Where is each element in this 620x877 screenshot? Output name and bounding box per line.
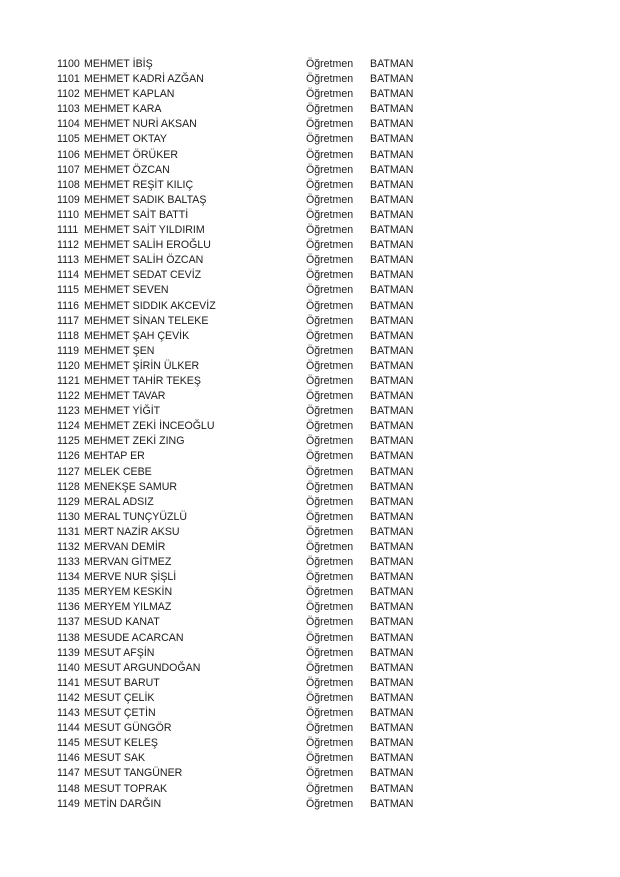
person-name: MEHMET ŞEN (84, 344, 155, 357)
city-name: BATMAN (370, 782, 414, 795)
role-title: Öğretmen (306, 224, 354, 237)
row-number: 1102 (57, 88, 80, 101)
list-item (0, 132, 620, 147)
row-number: 1105 (57, 133, 80, 146)
person-name: MERYEM KESKİN (84, 586, 173, 599)
city-name: BATMAN (370, 359, 414, 372)
city-name: BATMAN (370, 797, 414, 810)
role-title: Öğretmen (306, 661, 354, 674)
list-item (0, 797, 620, 812)
list-item (0, 314, 620, 329)
person-name: MEHMET TAVAR (84, 390, 166, 403)
city-name: BATMAN (370, 148, 414, 161)
role-title: Öğretmen (306, 148, 354, 161)
row-number: 1128 (57, 480, 80, 493)
person-name: MESUDE ACARCAN (84, 631, 184, 644)
role-title: Öğretmen (306, 239, 354, 252)
person-name: MELEK CEBE (84, 465, 152, 478)
city-name: BATMAN (370, 133, 414, 146)
city-name: BATMAN (370, 495, 414, 508)
role-title: Öğretmen (306, 329, 354, 342)
list-item (0, 631, 620, 646)
person-name: MERVAN GİTMEZ (84, 556, 172, 569)
city-name: BATMAN (370, 88, 414, 101)
person-name: MERAL ADSIZ (84, 495, 154, 508)
role-title: Öğretmen (306, 359, 354, 372)
city-name: BATMAN (370, 450, 414, 463)
list-item (0, 736, 620, 751)
city-name: BATMAN (370, 405, 414, 418)
person-name: MESUT SAK (84, 752, 146, 765)
list-item (0, 102, 620, 117)
role-title: Öğretmen (306, 374, 354, 387)
person-name: MERAL TUNÇYÜZLÜ (84, 510, 188, 523)
row-number: 1131 (57, 525, 80, 538)
row-number: 1130 (57, 510, 80, 523)
role-title: Öğretmen (306, 88, 354, 101)
person-name: MEHMET OKTAY (84, 133, 167, 146)
row-number: 1135 (57, 586, 80, 599)
city-name: BATMAN (370, 299, 414, 312)
list-item (0, 193, 620, 208)
list-item (0, 510, 620, 525)
person-name: METİN DARĞIN (84, 797, 162, 810)
role-title: Öğretmen (306, 797, 354, 810)
role-title: Öğretmen (306, 525, 354, 538)
list-item (0, 646, 620, 661)
role-title: Öğretmen (306, 465, 354, 478)
city-name: BATMAN (370, 344, 414, 357)
person-name: MEHMET ÖZCAN (84, 163, 170, 176)
role-title: Öğretmen (306, 133, 354, 146)
list-item (0, 374, 620, 389)
role-title: Öğretmen (306, 676, 354, 689)
row-number: 1133 (57, 556, 80, 569)
role-title: Öğretmen (306, 118, 354, 131)
role-title: Öğretmen (306, 284, 354, 297)
role-title: Öğretmen (306, 178, 354, 191)
role-title: Öğretmen (306, 616, 354, 629)
person-name: MEHMET REŞİT KILIÇ (84, 178, 194, 191)
city-name: BATMAN (370, 631, 414, 644)
city-name: BATMAN (370, 707, 414, 720)
list-item (0, 72, 620, 87)
person-name: MEHMET İBİŞ (84, 58, 153, 70)
list-item (0, 344, 620, 359)
person-name: MESUD KANAT (84, 616, 160, 629)
row-number: 1146 (57, 752, 80, 765)
list-item (0, 419, 620, 434)
city-name: BATMAN (370, 646, 414, 659)
row-number: 1113 (57, 254, 79, 267)
row-number: 1116 (57, 299, 79, 312)
person-name: MEHTAP ER (84, 450, 145, 463)
city-name: BATMAN (370, 420, 414, 433)
row-number: 1144 (57, 722, 80, 735)
row-number: 1121 (57, 374, 80, 387)
row-number: 1138 (57, 631, 80, 644)
person-name: MERT NAZİR AKSU (84, 525, 180, 538)
city-name: BATMAN (370, 73, 414, 86)
list-item (0, 359, 620, 374)
row-number: 1107 (57, 163, 80, 176)
person-name: MESUT ÇELİK (84, 691, 155, 704)
list-item (0, 751, 620, 766)
person-name: MESUT KELEŞ (84, 737, 158, 750)
role-title: Öğretmen (306, 420, 354, 433)
person-name: MEHMET ZEKİ ZING (84, 435, 185, 448)
row-number: 1147 (57, 767, 80, 780)
role-title: Öğretmen (306, 314, 354, 327)
role-title: Öğretmen (306, 510, 354, 523)
row-number: 1119 (57, 344, 79, 357)
list-item (0, 585, 620, 600)
row-number: 1149 (57, 797, 80, 810)
list-item (0, 615, 620, 630)
list-item (0, 600, 620, 615)
city-name: BATMAN (370, 722, 414, 735)
row-number: 1108 (57, 178, 80, 191)
city-name: BATMAN (370, 269, 414, 282)
city-name: BATMAN (370, 193, 414, 206)
role-title: Öğretmen (306, 601, 354, 614)
row-number: 1109 (57, 193, 80, 206)
city-name: BATMAN (370, 676, 414, 689)
city-name: BATMAN (370, 254, 414, 267)
row-number: 1129 (57, 495, 80, 508)
list-item (0, 268, 620, 283)
list-item (0, 676, 620, 691)
role-title: Öğretmen (306, 691, 354, 704)
row-number: 1104 (57, 118, 80, 131)
city-name: BATMAN (370, 284, 414, 297)
person-name: MERYEM YILMAZ (84, 601, 172, 614)
role-title: Öğretmen (306, 495, 354, 508)
list-item (0, 661, 620, 676)
city-name: BATMAN (370, 480, 414, 493)
list-item (0, 480, 620, 495)
city-name: BATMAN (370, 737, 414, 750)
person-name: MESUT BARUT (84, 676, 160, 689)
city-name: BATMAN (370, 541, 414, 553)
row-number: 1101 (57, 73, 80, 86)
person-name: MEHMET KADRİ AZĞAN (84, 73, 204, 86)
person-name: MEHMET ÖRÜKER (84, 148, 178, 161)
city-name: BATMAN (370, 767, 414, 780)
row-number: 1106 (57, 148, 80, 161)
list-item (0, 329, 620, 344)
person-name: MEHMET ZEKİ İNCEOĞLU (84, 420, 215, 433)
city-name: BATMAN (370, 586, 414, 599)
row-number: 1114 (57, 269, 79, 282)
role-title: Öğretmen (306, 767, 354, 780)
city-name: BATMAN (370, 103, 414, 116)
row-number: 1145 (57, 737, 80, 750)
list-item (0, 148, 620, 163)
row-number: 1123 (57, 405, 80, 418)
role-title: Öğretmen (306, 269, 354, 282)
list-item (0, 178, 620, 193)
city-name: BATMAN (370, 58, 414, 70)
role-title: Öğretmen (306, 163, 354, 176)
row-number: 1103 (57, 103, 80, 116)
list-item (0, 465, 620, 480)
role-title: Öğretmen (306, 299, 354, 312)
list-item (0, 691, 620, 706)
role-title: Öğretmen (306, 737, 354, 750)
role-title: Öğretmen (306, 631, 354, 644)
role-title: Öğretmen (306, 193, 354, 206)
person-name: MEHMET SAİT BATTİ (84, 208, 189, 221)
person-name: MEHMET KARA (84, 103, 162, 116)
row-number: 1143 (57, 707, 80, 720)
row-number: 1132 (57, 541, 80, 553)
list-item (0, 540, 620, 555)
role-title: Öğretmen (306, 782, 354, 795)
city-name: BATMAN (370, 239, 414, 252)
list-item (0, 706, 620, 721)
row-number: 1140 (57, 661, 80, 674)
city-name: BATMAN (370, 390, 414, 403)
list-item (0, 208, 620, 223)
row-number: 1142 (57, 691, 80, 704)
city-name: BATMAN (370, 329, 414, 342)
city-name: BATMAN (370, 661, 414, 674)
city-name: BATMAN (370, 314, 414, 327)
role-title: Öğretmen (306, 541, 354, 553)
row-number: 1136 (57, 601, 80, 614)
list-item (0, 434, 620, 449)
row-number: 1127 (57, 465, 80, 478)
role-title: Öğretmen (306, 254, 354, 267)
person-name: MEHMET SADIK BALTAŞ (84, 193, 207, 206)
role-title: Öğretmen (306, 556, 354, 569)
city-name: BATMAN (370, 571, 414, 584)
list-item (0, 57, 620, 72)
role-title: Öğretmen (306, 752, 354, 765)
list-item (0, 782, 620, 797)
list-item (0, 163, 620, 178)
row-number: 1122 (57, 390, 80, 403)
person-name: MESUT ÇETİN (84, 707, 156, 720)
role-title: Öğretmen (306, 435, 354, 448)
row-number: 1100 (57, 58, 80, 70)
list-item (0, 253, 620, 268)
row-number: 1111 (57, 224, 79, 237)
list-item (0, 570, 620, 585)
list-item (0, 766, 620, 781)
city-name: BATMAN (370, 525, 414, 538)
city-name: BATMAN (370, 556, 414, 569)
row-number: 1110 (57, 208, 79, 221)
list-item (0, 721, 620, 736)
person-name: MESUT GÜNGÖR (84, 722, 172, 735)
person-name: MEHMET NURİ AKSAN (84, 118, 197, 131)
person-name: MEHMET SAİT YILDIRIM (84, 224, 205, 237)
role-title: Öğretmen (306, 390, 354, 403)
role-title: Öğretmen (306, 103, 354, 116)
city-name: BATMAN (370, 178, 414, 191)
city-name: BATMAN (370, 435, 414, 448)
city-name: BATMAN (370, 208, 414, 221)
person-name: MEHMET SİNAN TELEKE (84, 314, 209, 327)
person-name: MESUT ARGUNDOĞAN (84, 661, 201, 674)
list-item (0, 87, 620, 102)
person-name: MEHMET KAPLAN (84, 88, 175, 101)
person-name: MESUT TANGÜNER (84, 767, 183, 780)
person-name: MENEKŞE SAMUR (84, 480, 178, 493)
role-title: Öğretmen (306, 480, 354, 493)
teacher-list (0, 57, 620, 812)
person-name: MEHMET SEDAT CEVİZ (84, 269, 202, 282)
list-item (0, 449, 620, 464)
list-item (0, 555, 620, 570)
role-title: Öğretmen (306, 571, 354, 584)
city-name: BATMAN (370, 752, 414, 765)
city-name: BATMAN (370, 118, 414, 131)
person-name: MEHMET SALİH EROĞLU (84, 239, 211, 252)
list-item (0, 299, 620, 314)
role-title: Öğretmen (306, 208, 354, 221)
city-name: BATMAN (370, 510, 414, 523)
row-number: 1141 (57, 676, 80, 689)
person-name: MEHMET SALİH ÖZCAN (84, 254, 204, 267)
person-name: MERVAN DEMİR (84, 541, 166, 553)
role-title: Öğretmen (306, 586, 354, 599)
row-number: 1112 (57, 239, 79, 252)
person-name: MEHMET YİĞİT (84, 405, 161, 418)
city-name: BATMAN (370, 601, 414, 614)
role-title: Öğretmen (306, 450, 354, 463)
list-item (0, 495, 620, 510)
role-title: Öğretmen (306, 344, 354, 357)
role-title: Öğretmen (306, 722, 354, 735)
list-item (0, 404, 620, 419)
person-name: MESUT TOPRAK (84, 782, 168, 795)
person-name: MEHMET SEVEN (84, 284, 169, 297)
role-title: Öğretmen (306, 58, 354, 70)
city-name: BATMAN (370, 224, 414, 237)
city-name: BATMAN (370, 163, 414, 176)
list-item (0, 117, 620, 132)
row-number: 1126 (57, 450, 80, 463)
row-number: 1120 (57, 359, 80, 372)
role-title: Öğretmen (306, 73, 354, 86)
row-number: 1134 (57, 571, 80, 584)
role-title: Öğretmen (306, 405, 354, 418)
row-number: 1137 (57, 616, 80, 629)
city-name: BATMAN (370, 374, 414, 387)
row-number: 1117 (57, 314, 79, 327)
row-number: 1118 (57, 329, 79, 342)
row-number: 1124 (57, 420, 80, 433)
row-number: 1139 (57, 646, 80, 659)
list-item (0, 283, 620, 298)
role-title: Öğretmen (306, 646, 354, 659)
city-name: BATMAN (370, 691, 414, 704)
list-item (0, 389, 620, 404)
person-name: MEHMET TAHİR TEKEŞ (84, 374, 201, 387)
role-title: Öğretmen (306, 707, 354, 720)
person-name: MEHMET ŞİRİN ÜLKER (84, 359, 200, 372)
person-name: MEHMET SIDDIK AKCEVİZ (84, 299, 216, 312)
row-number: 1125 (57, 435, 80, 448)
list-item (0, 238, 620, 253)
row-number: 1148 (57, 782, 80, 795)
city-name: BATMAN (370, 465, 414, 478)
person-name: MEHMET ŞAH ÇEVİK (84, 329, 190, 342)
list-item (0, 223, 620, 238)
person-name: MERVE NUR ŞİŞLİ (84, 571, 177, 584)
person-name: MESUT AFŞİN (84, 646, 155, 659)
row-number: 1115 (57, 284, 79, 297)
list-item (0, 525, 620, 540)
city-name: BATMAN (370, 616, 414, 629)
